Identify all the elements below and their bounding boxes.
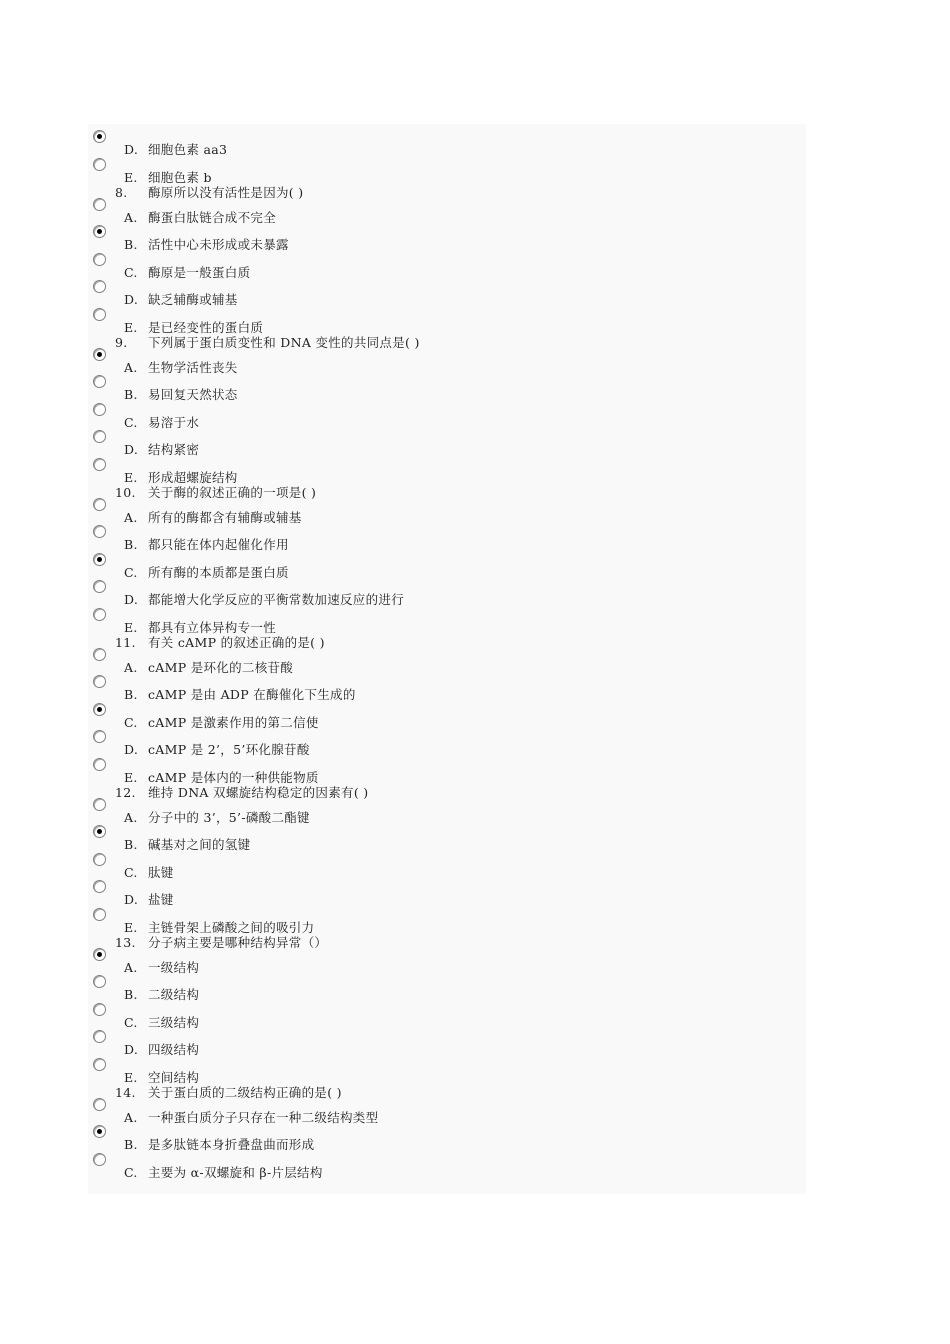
option-label: 易回复天然状态 (148, 387, 238, 402)
radio-unchecked-icon[interactable] (93, 308, 106, 321)
option-letter: B. (124, 537, 138, 552)
question-number: 9. (115, 335, 128, 350)
question-number: 13. (115, 935, 136, 950)
answer-option[interactable] (88, 851, 806, 878)
option-label: 细胞色素 aa3 (148, 142, 228, 157)
radio-dot-icon (97, 707, 102, 712)
question-stem: 关于蛋白质的二级结构正确的是( ) (148, 1085, 342, 1100)
option-label: 三级结构 (148, 1014, 200, 1030)
option-letter: C. (124, 1164, 138, 1180)
radio-dot-icon (97, 557, 102, 562)
radio-checked-icon[interactable] (93, 348, 106, 361)
option-letter: C. (124, 864, 138, 880)
radio-unchecked-icon[interactable] (93, 798, 106, 811)
option-letter: D. (124, 742, 139, 757)
answer-option[interactable] (88, 523, 806, 550)
option-letter: D. (124, 292, 139, 307)
option-letter: A. (124, 959, 138, 975)
option-label: 二级结构 (148, 987, 200, 1002)
option-letter: C. (124, 564, 138, 580)
question-number: 10. (115, 485, 136, 500)
answer-option[interactable] (88, 756, 806, 783)
answer-option[interactable] (88, 551, 806, 578)
radio-checked-icon[interactable] (93, 130, 106, 143)
option-text (124, 770, 319, 785)
option-letter: A. (124, 1109, 138, 1125)
question-stem: 下列属于蛋白质变性和 DNA 变性的共同点是( ) (148, 335, 420, 350)
answer-option[interactable] (88, 1123, 806, 1150)
option-letter: B. (124, 987, 138, 1002)
option-label: 空间结构 (148, 1069, 200, 1085)
option-letter: B. (124, 1137, 138, 1152)
option-label: 酶蛋白肽链合成不完全 (148, 209, 277, 225)
option-label: 结构紧密 (148, 442, 200, 457)
radio-dot-icon (97, 134, 102, 139)
radio-unchecked-icon[interactable] (93, 1030, 106, 1043)
option-text (124, 1165, 323, 1180)
radio-checked-icon[interactable] (93, 948, 106, 961)
option-label: 活性中心未形成或未暴露 (148, 237, 289, 252)
option-letter: A. (124, 809, 138, 825)
radio-unchecked-icon[interactable] (93, 458, 106, 471)
answer-option[interactable] (88, 128, 806, 155)
answer-option[interactable] (88, 196, 806, 223)
option-letter: E. (124, 919, 138, 935)
option-label: 一级结构 (148, 959, 200, 975)
option-letter: D. (124, 892, 139, 907)
option-letter: B. (124, 237, 138, 252)
question-number: 8. (115, 185, 128, 200)
answer-option[interactable] (88, 646, 806, 673)
radio-dot-icon (97, 352, 102, 357)
radio-unchecked-icon[interactable] (93, 1003, 106, 1016)
option-label: cAMP 是 2’，5’环化腺苷酸 (148, 742, 310, 757)
option-label: 所有酶的本质都是蛋白质 (148, 564, 289, 580)
option-letter: A. (124, 659, 138, 675)
answer-option[interactable] (88, 456, 806, 483)
radio-unchecked-icon[interactable] (93, 498, 106, 511)
option-label: 盐键 (148, 892, 174, 907)
radio-unchecked-icon[interactable] (93, 1058, 106, 1071)
option-label: 肽键 (148, 864, 174, 880)
answer-option[interactable] (88, 578, 806, 605)
option-label: 是已经变性的蛋白质 (148, 319, 264, 335)
option-label: 一种蛋白质分子只存在一种二级结构类型 (148, 1109, 379, 1125)
option-letter: E. (124, 319, 138, 335)
option-letter: D. (124, 1042, 139, 1057)
option-letter: E. (124, 469, 138, 485)
option-label: cAMP 是由 ADP 在酶催化下生成的 (148, 687, 356, 702)
quiz-panel (88, 124, 806, 1194)
answer-option[interactable] (88, 1096, 806, 1123)
answer-option[interactable] (88, 673, 806, 700)
answer-option[interactable] (88, 1001, 806, 1028)
option-letter: D. (124, 142, 139, 157)
answer-option[interactable] (88, 223, 806, 250)
radio-unchecked-icon[interactable] (93, 525, 106, 538)
radio-dot-icon (97, 829, 102, 834)
answer-option[interactable] (88, 496, 806, 523)
radio-unchecked-icon[interactable] (93, 403, 106, 416)
question-stem: 酶原所以没有活性是因为( ) (148, 185, 304, 200)
option-label: 是多肽链本身折叠盘曲而形成 (148, 1137, 315, 1152)
radio-checked-icon[interactable] (93, 225, 106, 238)
radio-unchecked-icon[interactable] (93, 758, 106, 771)
option-label: 碱基对之间的氢键 (148, 837, 251, 852)
option-letter: A. (124, 359, 138, 375)
option-label: 主链骨架上磷酸之间的吸引力 (148, 919, 315, 935)
option-letter: A. (124, 509, 138, 525)
answer-option[interactable] (88, 906, 806, 933)
radio-dot-icon (97, 952, 102, 957)
question-stem: 有关 cAMP 的叙述正确的是( ) (148, 635, 325, 650)
option-label: 缺乏辅酶或辅基 (148, 292, 238, 307)
option-letter: B. (124, 837, 138, 852)
question-stem: 维持 DNA 双螺旋结构稳定的因素有( ) (148, 785, 369, 800)
radio-unchecked-icon[interactable] (93, 280, 106, 293)
option-text (124, 620, 276, 635)
option-letter: E. (124, 619, 138, 635)
answer-option[interactable] (88, 728, 806, 755)
radio-checked-icon[interactable] (93, 703, 106, 716)
option-text (124, 170, 212, 185)
option-text (124, 1070, 199, 1085)
option-letter: E. (124, 169, 138, 185)
option-letter: E. (124, 1069, 138, 1085)
answer-option[interactable] (88, 373, 806, 400)
option-label: 易溶于水 (148, 414, 200, 430)
radio-unchecked-icon[interactable] (93, 880, 106, 893)
answer-option[interactable] (88, 1056, 806, 1083)
option-label: 都能增大化学反应的平衡常数加速反应的进行 (148, 592, 405, 607)
answer-option[interactable] (88, 1151, 806, 1178)
radio-dot-icon (97, 229, 102, 234)
option-label: 所有的酶都含有辅酶或辅基 (148, 509, 302, 525)
radio-dot-icon (97, 1129, 102, 1134)
radio-unchecked-icon[interactable] (93, 730, 106, 743)
option-label: 分子中的 3’，5’-磷酸二酯键 (148, 809, 310, 825)
option-label: 形成超螺旋结构 (148, 469, 238, 485)
option-letter: C. (124, 264, 138, 280)
option-text (124, 920, 314, 935)
option-label: cAMP 是环化的二核苷酸 (148, 659, 294, 675)
option-label: 细胞色素 b (148, 169, 212, 185)
radio-unchecked-icon[interactable] (93, 158, 106, 171)
option-letter: A. (124, 209, 138, 225)
answer-option[interactable] (88, 606, 806, 633)
radio-unchecked-icon[interactable] (93, 1153, 106, 1166)
option-label: 四级结构 (148, 1042, 200, 1057)
option-letter: E. (124, 769, 138, 785)
option-letter: D. (124, 592, 139, 607)
radio-unchecked-icon[interactable] (93, 675, 106, 688)
question-number: 14. (115, 1085, 136, 1100)
option-label: 都只能在体内起催化作用 (148, 537, 289, 552)
radio-checked-icon[interactable] (93, 1125, 106, 1138)
radio-unchecked-icon[interactable] (93, 375, 106, 388)
option-label: cAMP 是体内的一种供能物质 (148, 769, 319, 785)
answer-option[interactable] (88, 796, 806, 823)
radio-unchecked-icon[interactable] (93, 608, 106, 621)
answer-option[interactable] (88, 306, 806, 333)
question-number: 12. (115, 785, 136, 800)
option-letter: B. (124, 687, 138, 702)
question-stem: 分子病主要是哪种结构异常（） (148, 935, 328, 950)
answer-option[interactable] (88, 156, 806, 183)
radio-checked-icon[interactable] (93, 553, 106, 566)
option-letter: B. (124, 387, 138, 402)
answer-option[interactable] (88, 346, 806, 373)
answer-option[interactable] (88, 428, 806, 455)
answer-option[interactable] (88, 401, 806, 428)
option-letter: C. (124, 1014, 138, 1030)
radio-checked-icon[interactable] (93, 825, 106, 838)
radio-unchecked-icon[interactable] (93, 853, 106, 866)
question-number: 11. (115, 635, 136, 650)
option-label: cAMP 是激素作用的第二信使 (148, 714, 319, 730)
answer-option[interactable] (88, 946, 806, 973)
radio-unchecked-icon[interactable] (93, 198, 106, 211)
option-label: 生物学活性丧失 (148, 359, 238, 375)
option-text (124, 470, 238, 485)
radio-unchecked-icon[interactable] (93, 1098, 106, 1111)
radio-unchecked-icon[interactable] (93, 908, 106, 921)
radio-unchecked-icon[interactable] (93, 648, 106, 661)
answer-option[interactable] (88, 1028, 806, 1055)
option-letter: C. (124, 714, 138, 730)
radio-unchecked-icon[interactable] (93, 430, 106, 443)
radio-unchecked-icon[interactable] (93, 253, 106, 266)
answer-option[interactable] (88, 701, 806, 728)
radio-unchecked-icon[interactable] (93, 580, 106, 593)
answer-option[interactable] (88, 973, 806, 1000)
answer-option[interactable] (88, 278, 806, 305)
option-label: 酶原是一般蛋白质 (148, 264, 251, 280)
option-label: 主要为 α-双螺旋和 β-片层结构 (148, 1164, 323, 1180)
answer-option[interactable] (88, 823, 806, 850)
option-label: 都具有立体异构专一性 (148, 619, 277, 635)
option-letter: D. (124, 442, 139, 457)
question-stem: 关于酶的叙述正确的一项是( ) (148, 485, 317, 500)
answer-option[interactable] (88, 251, 806, 278)
option-text (124, 320, 263, 335)
answer-option[interactable] (88, 878, 806, 905)
radio-unchecked-icon[interactable] (93, 975, 106, 988)
option-letter: C. (124, 414, 138, 430)
